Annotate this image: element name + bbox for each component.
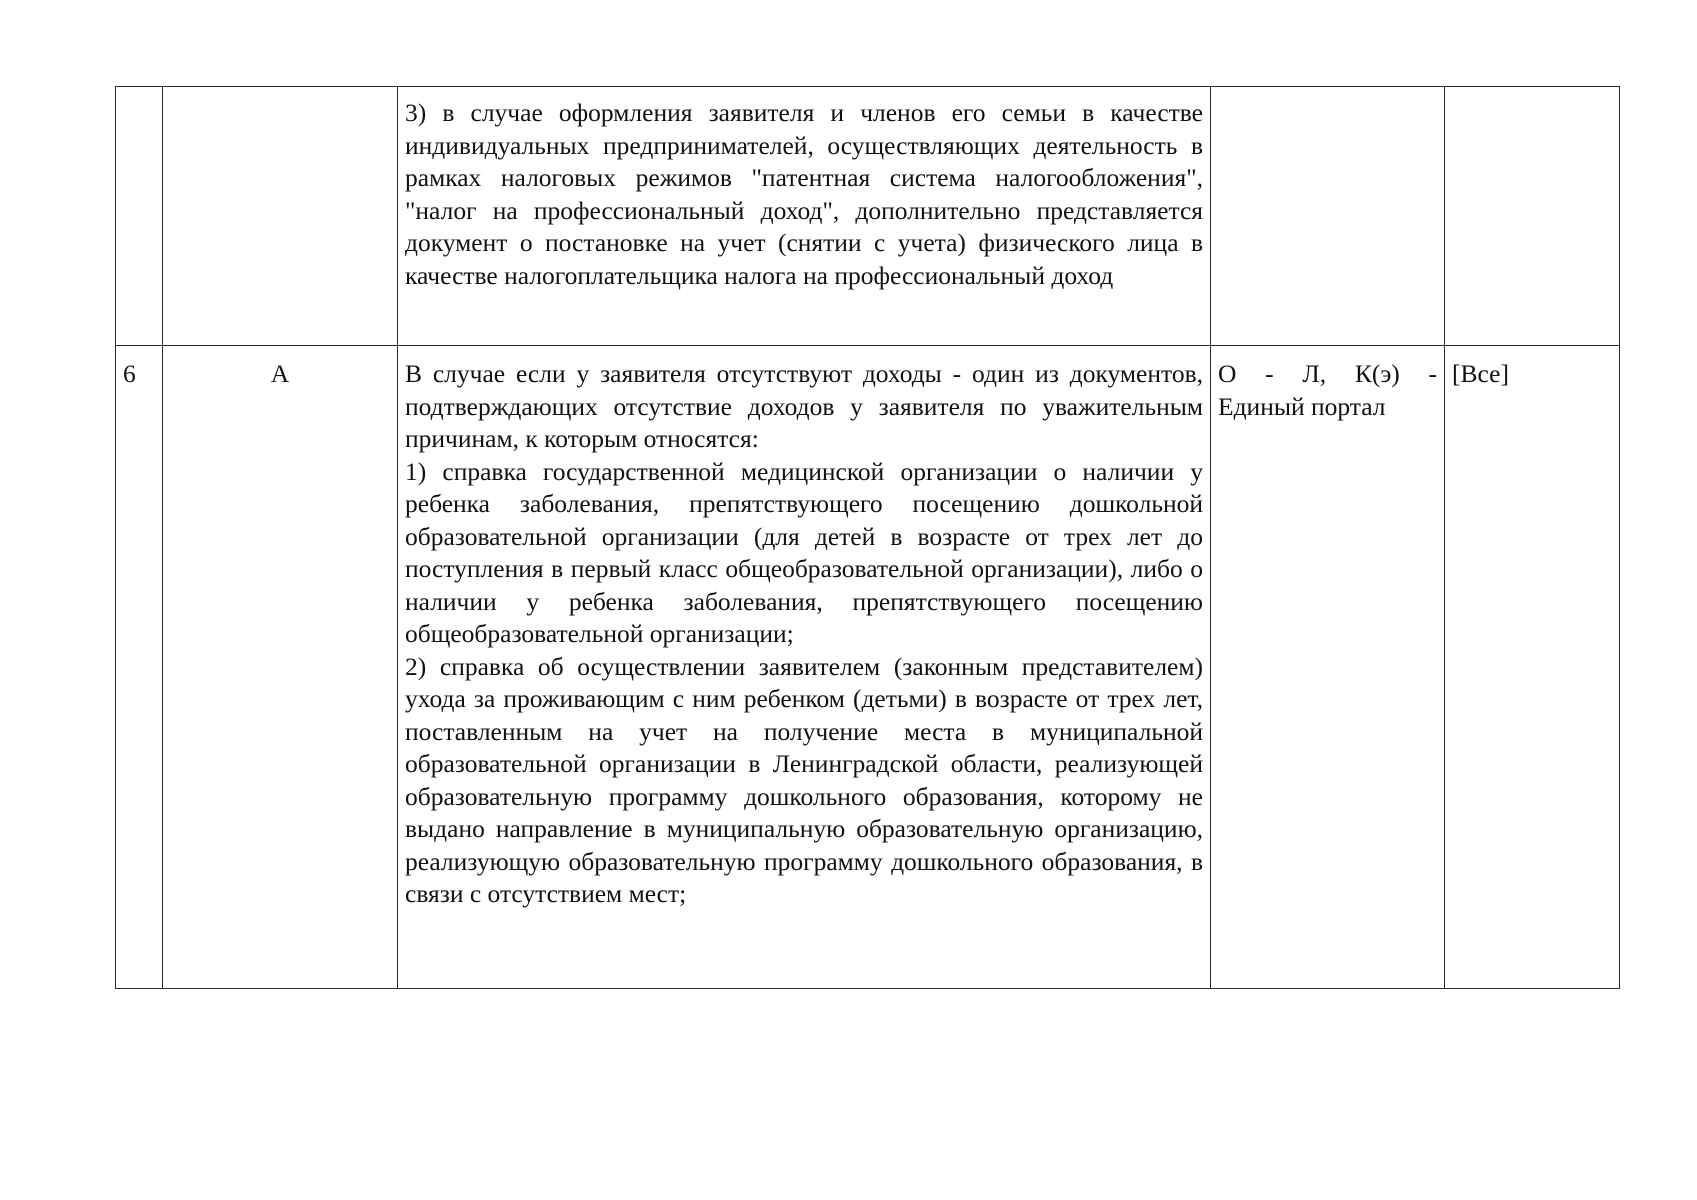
document-description-cell [398,346,1211,989]
category-code-cell: А [163,346,398,989]
table-row [116,346,1620,989]
submission-method-text: О - Л, К(э) - Единый портал [1218,359,1437,421]
submission-method-cell [1211,87,1445,346]
description-paragraph: В случае если у заявителя отсутствуют доходы - один из документов, подтверждающих отсутствие доходов у заявителя по уважительным причинам, к которым относятся: [405,359,1203,453]
documents-table [115,86,1620,989]
row-number-cell [116,87,163,346]
description-paragraph: 1) справка государственной медицинской организации о наличии у ребенка заболевания, препятствующего посещению дошкольной образовательной организации (для детей в возрасте от трех лет до поступления в первый класс общеобразовательной организации), либо о наличии у ребенка заболевания, препятствующего посещению общеобразовательной организации; [405,456,1203,648]
description-paragraph: 2) справка об осуществлении заявителем (законным представителем) ухода за проживающим с ним ребенком (детьми) в возрасте от трех лет, поставленным на учет на получение места в муниципальной образовательной организации в Ленинградской области, реализующей образовательную программу дошкольного образования, которому не выдано направление в муниципальную образовательную организацию, реализующую образовательную программу дошкольного образования, в связи с отсутствием мест; [405,651,1203,908]
category-code-cell [163,87,398,346]
table-row [116,87,1620,346]
document-description-cell [398,87,1211,346]
submission-method-cell [1211,346,1445,989]
row-number-cell: 6 [116,346,163,989]
description-paragraph: 3) в случае оформления заявителя и членов его семьи в качестве индивидуальных предпринимателей, осуществляющих деятельность в рамках налоговых режимов "патентная система налогообложения", "налог на профессиональный доход", дополнительно представляется документ о постановке на учет (снятии с учета) физического лица в качестве налогоплательщика налога на профессиональный доход [405,98,1203,290]
applicability-cell: [Все] [1445,346,1620,989]
applicability-cell [1445,87,1620,346]
